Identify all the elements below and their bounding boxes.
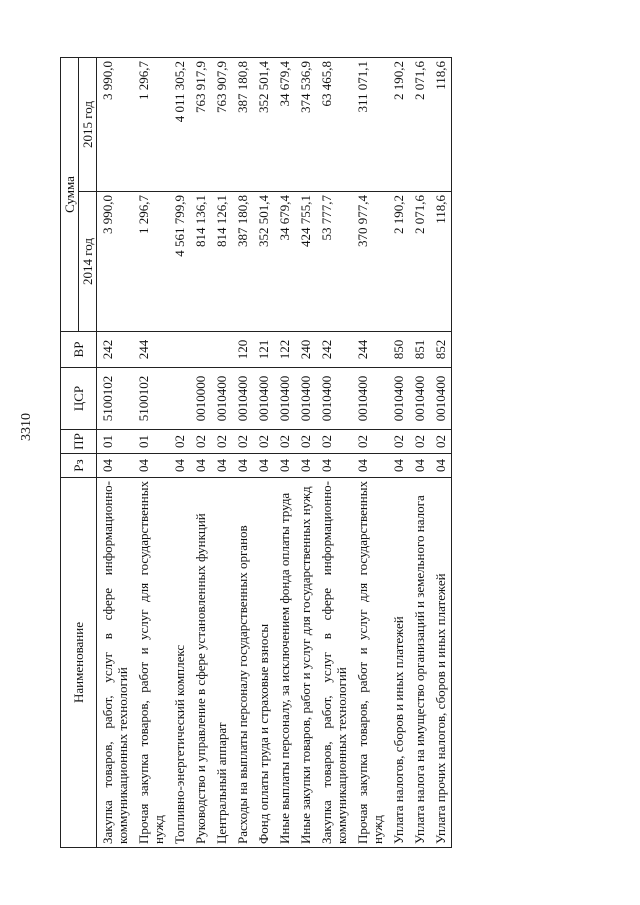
table-row <box>232 58 253 848</box>
table-body <box>97 58 452 848</box>
row-name: Руководство и управление в сфере установленных функций <box>190 478 211 848</box>
table-row <box>295 58 316 848</box>
row-sum-2015: 763 907,9 <box>211 58 232 192</box>
row-pr: 02 <box>316 430 352 454</box>
row-sum-2015: 34 679,4 <box>274 58 295 192</box>
row-csr: 0010400 <box>253 368 274 430</box>
row-sum-2014: 387 180,8 <box>232 192 253 332</box>
page-number: 3310 <box>19 413 34 441</box>
row-rz: 04 <box>316 454 352 478</box>
row-rz: 04 <box>388 454 409 478</box>
row-pr: 02 <box>409 430 430 454</box>
row-sum-2014: 370 977,4 <box>352 192 388 332</box>
row-sum-2015: 763 917,9 <box>190 58 211 192</box>
header-pr: ПР <box>61 430 97 454</box>
row-sum-2015: 4 011 305,2 <box>169 58 190 192</box>
row-csr: 0010400 <box>388 368 409 430</box>
table-row <box>409 58 430 848</box>
row-rz: 04 <box>430 454 452 478</box>
header-rz: Рз <box>61 454 97 478</box>
row-sum-2015: 311 071,1 <box>352 58 388 192</box>
budget-table <box>60 57 452 848</box>
row-sum-2014: 4 561 799,9 <box>169 192 190 332</box>
row-sum-2015: 2 071,6 <box>409 58 430 192</box>
header-sum: Сумма <box>61 58 79 332</box>
table-header <box>61 58 97 848</box>
row-vr: 242 <box>316 332 352 368</box>
row-name: Уплата прочих налогов, сборов и иных платежей <box>430 478 452 848</box>
row-sum-2015: 3 990,0 <box>97 58 134 192</box>
row-name: Топливно-энергетический комплекс <box>169 478 190 848</box>
row-vr: 242 <box>97 332 134 368</box>
table-row <box>430 58 452 848</box>
header-2015: 2015 год <box>79 58 97 192</box>
row-rz: 04 <box>232 454 253 478</box>
row-vr: 122 <box>274 332 295 368</box>
row-sum-2014: 352 501,4 <box>253 192 274 332</box>
table-row <box>388 58 409 848</box>
row-sum-2014: 814 136,1 <box>190 192 211 332</box>
row-pr: 01 <box>97 430 134 454</box>
table-row <box>274 58 295 848</box>
row-vr: 850 <box>388 332 409 368</box>
row-name: Прочая закупка товаров, работ и услуг для государственных нужд <box>133 478 169 848</box>
row-pr: 02 <box>274 430 295 454</box>
row-sum-2014: 2 071,6 <box>409 192 430 332</box>
row-vr <box>190 332 211 368</box>
row-vr <box>211 332 232 368</box>
row-sum-2015: 387 180,8 <box>232 58 253 192</box>
row-vr: 244 <box>133 332 169 368</box>
row-rz: 04 <box>253 454 274 478</box>
row-sum-2015: 374 536,9 <box>295 58 316 192</box>
row-name: Расходы на выплаты персоналу государственных органов <box>232 478 253 848</box>
row-rz: 04 <box>295 454 316 478</box>
row-sum-2015: 2 190,2 <box>388 58 409 192</box>
row-pr: 01 <box>133 430 169 454</box>
row-sum-2014: 424 755,1 <box>295 192 316 332</box>
row-csr: 0010400 <box>430 368 452 430</box>
row-csr: 0010400 <box>232 368 253 430</box>
row-name: Уплата налога на имущество организаций и земельного налога <box>409 478 430 848</box>
row-vr <box>169 332 190 368</box>
row-pr: 02 <box>190 430 211 454</box>
row-pr: 02 <box>430 430 452 454</box>
row-name: Иные закупки товаров, работ и услуг для государственных нужд <box>295 478 316 848</box>
row-csr: 5100102 <box>97 368 134 430</box>
row-name: Закупка товаров, работ, услуг в сфере информационно-коммуникационных технологий <box>316 478 352 848</box>
row-csr: 0010400 <box>316 368 352 430</box>
table-row <box>211 58 232 848</box>
row-vr: 244 <box>352 332 388 368</box>
row-sum-2014: 53 777,7 <box>316 192 352 332</box>
row-sum-2015: 118,6 <box>430 58 452 192</box>
row-csr: 5100102 <box>133 368 169 430</box>
row-vr: 121 <box>253 332 274 368</box>
row-pr: 02 <box>352 430 388 454</box>
row-sum-2014: 3 990,0 <box>97 192 134 332</box>
table-row <box>97 58 134 848</box>
row-pr: 02 <box>232 430 253 454</box>
row-csr: 0010400 <box>409 368 430 430</box>
header-name: Наименование <box>61 478 97 848</box>
row-rz: 04 <box>211 454 232 478</box>
row-pr: 02 <box>169 430 190 454</box>
header-csr: ЦСР <box>61 368 97 430</box>
table-row <box>253 58 274 848</box>
row-sum-2015: 352 501,4 <box>253 58 274 192</box>
table-row <box>169 58 190 848</box>
row-rz: 04 <box>352 454 388 478</box>
row-csr: 0010400 <box>211 368 232 430</box>
row-name: Центральный аппарат <box>211 478 232 848</box>
row-sum-2015: 1 296,7 <box>133 58 169 192</box>
row-rz: 04 <box>274 454 295 478</box>
row-csr: 0010400 <box>274 368 295 430</box>
table-row <box>316 58 352 848</box>
table-row <box>190 58 211 848</box>
row-vr: 120 <box>232 332 253 368</box>
row-csr: 0010000 <box>190 368 211 430</box>
table-row <box>133 58 169 848</box>
row-pr: 02 <box>211 430 232 454</box>
row-sum-2014: 1 296,7 <box>133 192 169 332</box>
header-2014: 2014 год <box>79 192 97 332</box>
row-rz: 04 <box>169 454 190 478</box>
header-vr: ВР <box>61 332 97 368</box>
row-sum-2015: 63 465,8 <box>316 58 352 192</box>
row-pr: 02 <box>388 430 409 454</box>
table-row <box>352 58 388 848</box>
row-csr: 0010400 <box>295 368 316 430</box>
row-vr: 851 <box>409 332 430 368</box>
row-sum-2014: 118,6 <box>430 192 452 332</box>
row-csr: 0010400 <box>352 368 388 430</box>
row-name: Уплата налогов, сборов и иных платежей <box>388 478 409 848</box>
row-name: Иные выплаты персоналу, за исключением фонда оплаты труда <box>274 478 295 848</box>
row-csr <box>169 368 190 430</box>
row-rz: 04 <box>190 454 211 478</box>
row-sum-2014: 814 126,1 <box>211 192 232 332</box>
row-rz: 04 <box>409 454 430 478</box>
row-vr: 240 <box>295 332 316 368</box>
rotated-table-container <box>60 58 452 848</box>
row-pr: 02 <box>253 430 274 454</box>
row-name: Закупка товаров, работ, услуг в сфере информационно-коммуникационных технологий <box>97 478 134 848</box>
row-sum-2014: 34 679,4 <box>274 192 295 332</box>
row-rz: 04 <box>133 454 169 478</box>
row-sum-2014: 2 190,2 <box>388 192 409 332</box>
row-pr: 02 <box>295 430 316 454</box>
row-rz: 04 <box>97 454 134 478</box>
row-vr: 852 <box>430 332 452 368</box>
row-name: Прочая закупка товаров, работ и услуг для государственных нужд <box>352 478 388 848</box>
row-name: Фонд оплаты труда и страховые взносы <box>253 478 274 848</box>
